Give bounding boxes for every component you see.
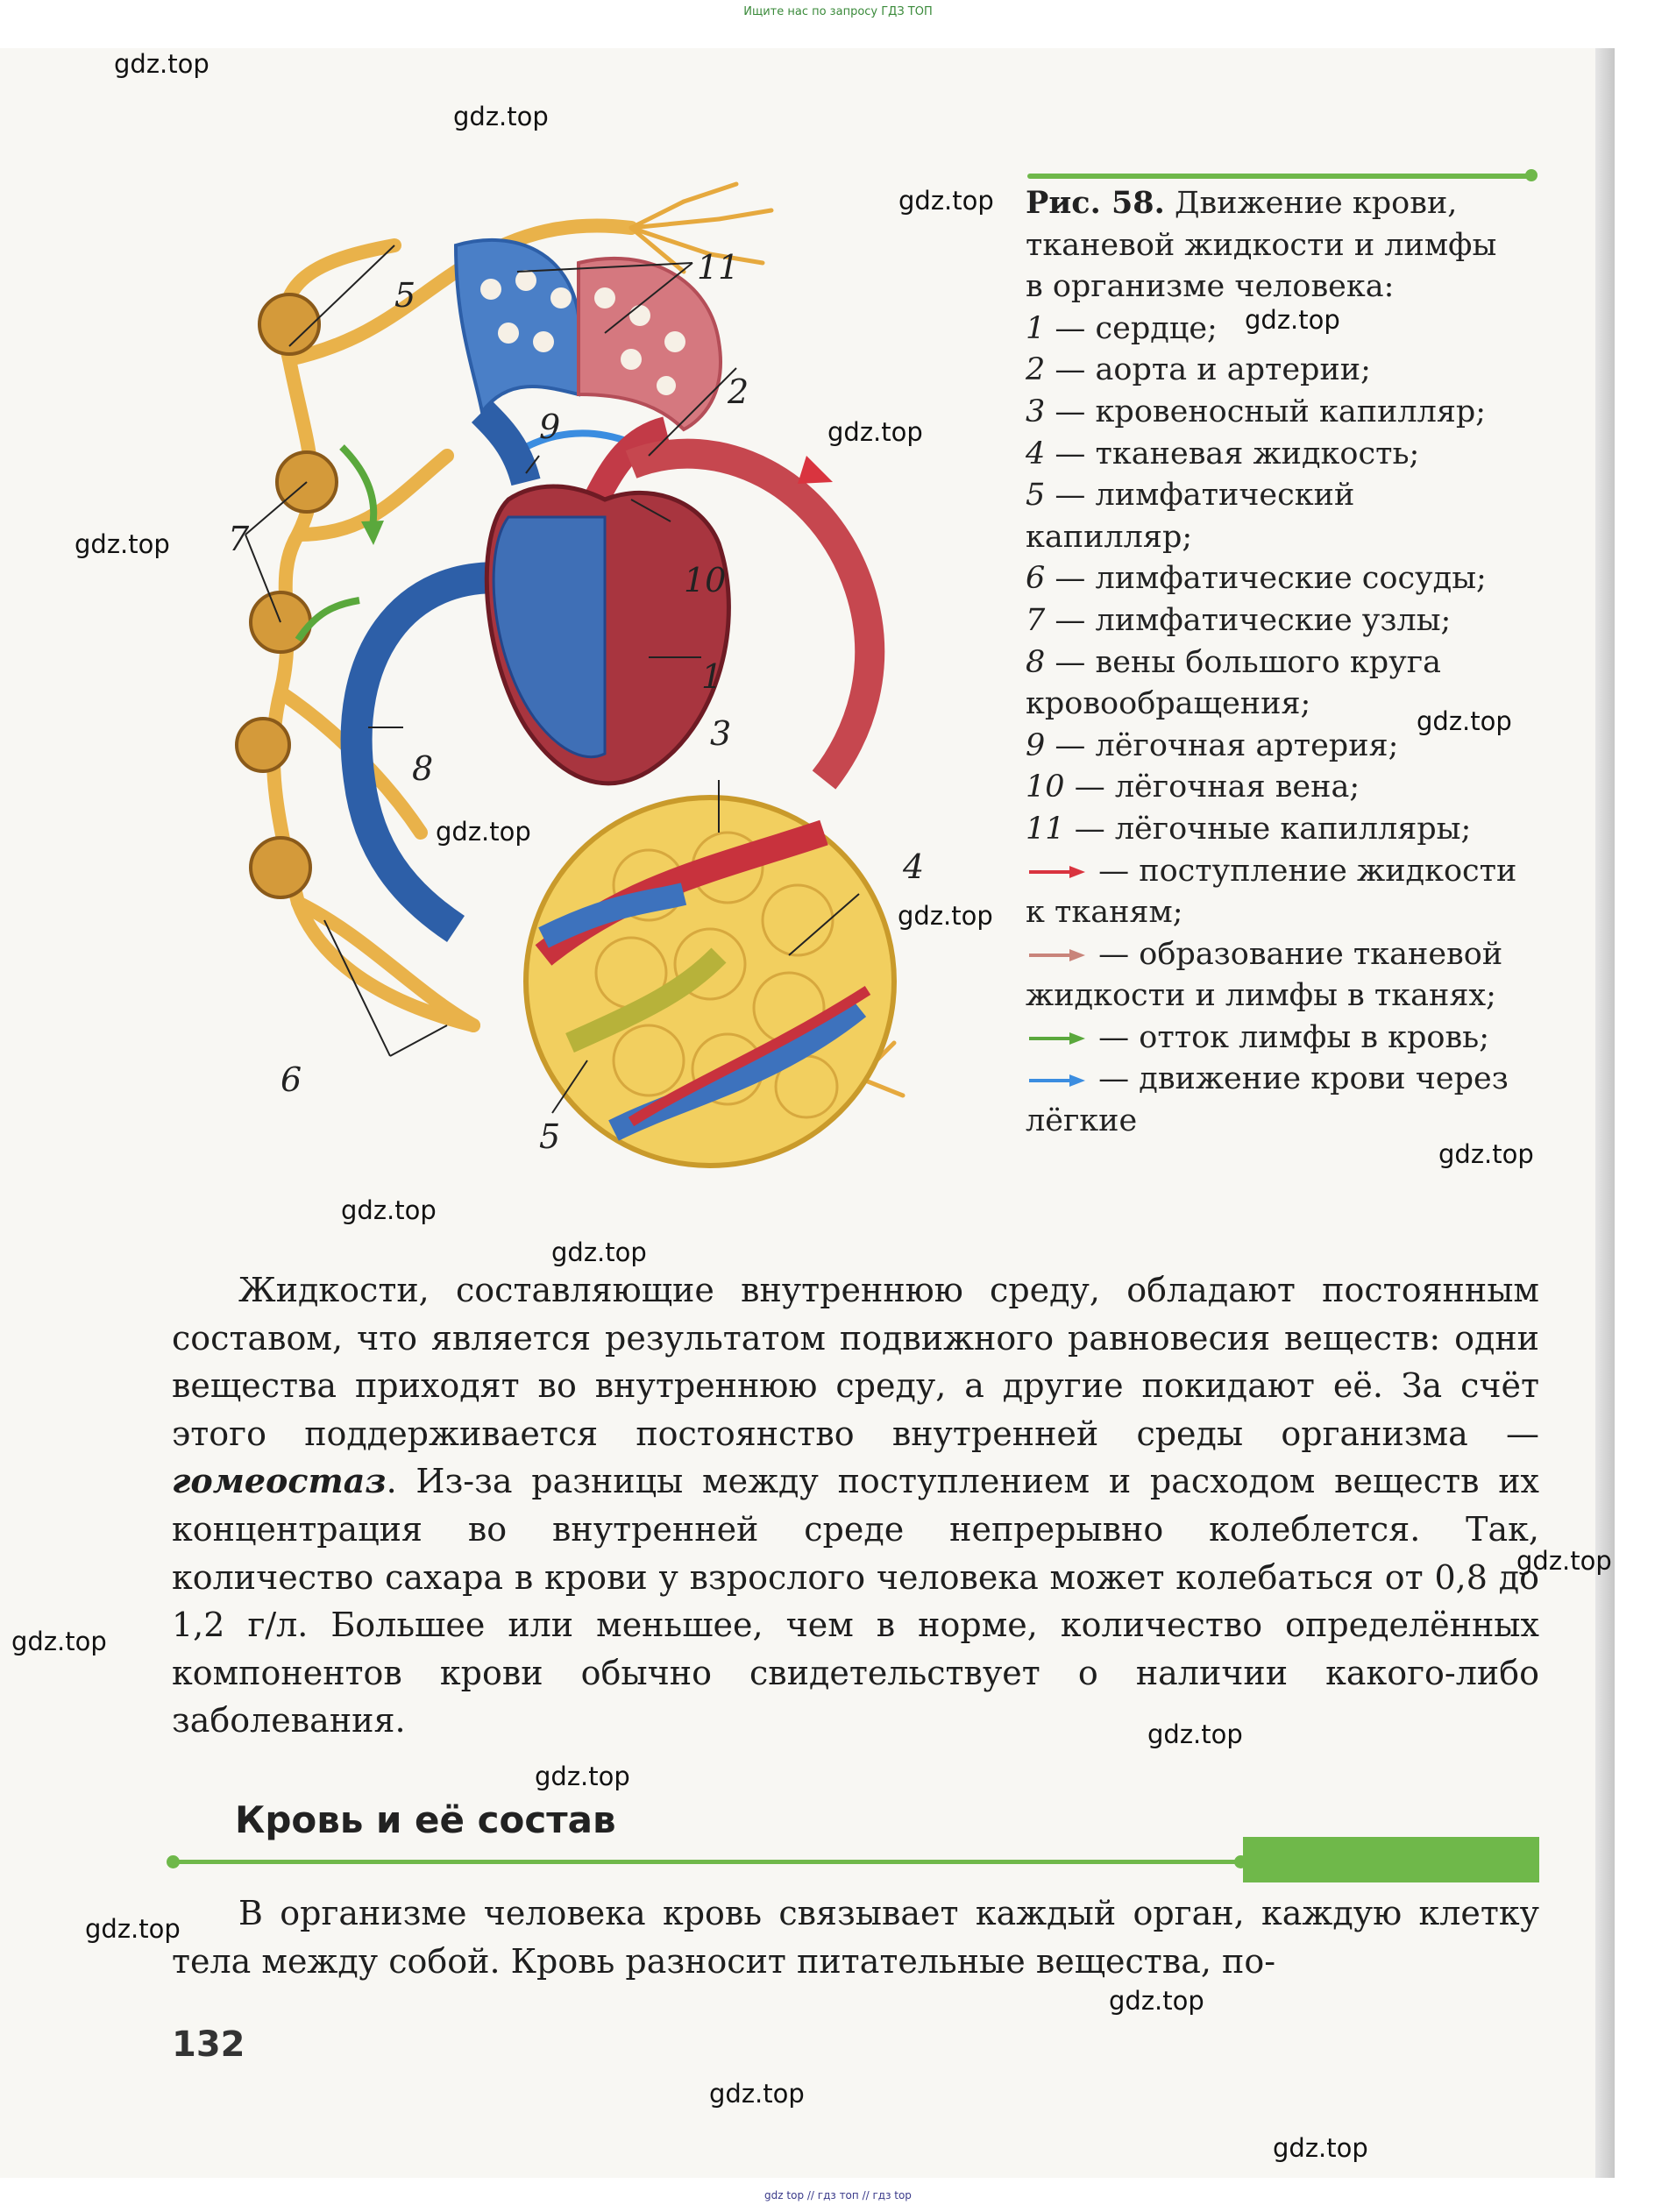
- paragraph-blood: [172, 1889, 1539, 1985]
- red-arrow-icon: [1026, 863, 1089, 881]
- legend-item: [1026, 767, 1552, 809]
- aorta-flow-arrowhead: [798, 456, 833, 484]
- watermark: gdz.top: [535, 1762, 630, 1791]
- arrow-legend-text: — движение крови через: [1098, 1061, 1509, 1097]
- legend-item: [1026, 475, 1552, 517]
- legend-num: 1: [1026, 310, 1046, 346]
- watermark: gdz.top: [11, 1627, 107, 1656]
- legend-item: [1026, 809, 1552, 851]
- heart-right-side: [494, 517, 605, 757]
- watermark: gdz.top: [436, 817, 531, 847]
- legend-text: — лимфатические сосуды;: [1055, 561, 1487, 597]
- arrow-legend-cont: лёгкие: [1026, 1103, 1138, 1139]
- tissue-magnified: [526, 798, 894, 1166]
- legend-item-cont: кровообращения;: [1026, 686, 1311, 722]
- caption-rule-dot: [1525, 169, 1538, 181]
- page-edge-shadow: [1595, 48, 1615, 2178]
- label-5-bottom: 5: [539, 1117, 561, 1156]
- watermark: gdz.top: [1147, 1719, 1243, 1749]
- watermark: gdz.top: [551, 1237, 647, 1267]
- paragraph-text: [172, 1266, 1539, 1745]
- label-2: 2: [728, 372, 749, 411]
- legend-num: 8: [1026, 644, 1046, 680]
- bottom-site-link[interactable]: gdz top // гдз топ // гдз top: [764, 2189, 912, 2201]
- label-8: 8: [412, 749, 434, 788]
- legend-num: 5: [1026, 478, 1046, 514]
- lymph-node: [237, 719, 289, 771]
- watermark: gdz.top: [1273, 2133, 1368, 2163]
- legend-text: — лимфатические узлы;: [1055, 602, 1452, 638]
- paragraph-homeostasis: [172, 1266, 1539, 1745]
- arrow-legend-text: — образование тканевой: [1098, 936, 1503, 972]
- green-arrow-icon: [1026, 1030, 1089, 1047]
- circulation-diagram: [193, 167, 1034, 1174]
- lymph-nodes: [237, 294, 337, 897]
- label-6: 6: [281, 1060, 302, 1099]
- label-9: 9: [539, 408, 561, 446]
- arrow-legend-item: [1026, 851, 1552, 893]
- label-7: 7: [228, 520, 250, 558]
- pulmonary-artery: [482, 412, 526, 482]
- legend-num: 4: [1026, 436, 1046, 471]
- legend-num: 3: [1026, 393, 1046, 429]
- pink-arrow-icon: [1026, 946, 1089, 964]
- arrow-legend-item: [1026, 1017, 1552, 1060]
- label-5-top: 5: [394, 276, 416, 315]
- arrow-legend-text: — поступление жидкости: [1098, 853, 1517, 889]
- legend-text: — вены большого круга: [1055, 644, 1441, 680]
- legend-num: 7: [1026, 602, 1046, 638]
- legend-num: 10: [1026, 769, 1065, 805]
- watermark: gdz.top: [453, 102, 549, 131]
- legend-item: [1026, 600, 1552, 642]
- watermark: gdz.top: [114, 49, 210, 79]
- arrow-legend-item: [1026, 1059, 1552, 1101]
- watermark: gdz.top: [1109, 1986, 1204, 2016]
- watermark: gdz.top: [1516, 1546, 1612, 1576]
- legend-item: [1026, 558, 1552, 600]
- legend-text: — аорта и артерии;: [1055, 352, 1371, 388]
- paragraph-text-part: . Из-за разницы между поступлением и расходом веществ их концентрация во внутренней среде непрерывно колеблется. Так, количество сахара в крови у взрослого человека может колебаться от 0,8 до 1,2 г/л. Большее или меньшее, чем в норме, количество определённых компонентов крови обычно свидетельствует о наличии какого-либо заболевания.: [172, 1462, 1539, 1741]
- watermark: gdz.top: [898, 901, 993, 931]
- watermark: gdz.top: [1417, 706, 1512, 736]
- top-site-link[interactable]: Ищите нас по запросу ГДЗ ТОП: [743, 5, 933, 18]
- legend-text: — лёгочная вена;: [1074, 769, 1360, 805]
- legend-item: [1026, 392, 1552, 434]
- watermark: gdz.top: [85, 1914, 181, 1944]
- caption-line: тканевой жидкости и лимфы: [1026, 227, 1497, 263]
- legend-text: — сердце;: [1055, 310, 1218, 346]
- arrow-legend-item: [1026, 934, 1552, 976]
- watermark: gdz.top: [1438, 1139, 1534, 1169]
- legend-item: [1026, 642, 1552, 684]
- label-4: 4: [903, 847, 925, 886]
- label-10: 10: [684, 561, 727, 599]
- watermark: gdz.top: [75, 529, 170, 559]
- caption-rule: [1027, 174, 1536, 179]
- watermark: gdz.top: [898, 186, 994, 216]
- legend-text: — тканевая жидкость;: [1055, 436, 1420, 471]
- watermark: gdz.top: [827, 417, 923, 447]
- section-title: Кровь и её состав: [235, 1798, 616, 1841]
- legend-text: — кровеносный капилляр;: [1055, 393, 1487, 429]
- watermark: gdz.top: [341, 1195, 437, 1225]
- arrow-legend-cont: жидкости и лимфы в тканях;: [1026, 978, 1496, 1014]
- caption-line: в организме человека:: [1026, 269, 1395, 305]
- label-11: 11: [697, 248, 740, 287]
- paragraph-text: В организме человека кровь связывает каждый орган, каждую клетку тела между собой. Кровь разносит питательные вещества, по-: [172, 1894, 1539, 1981]
- paragraph-text-part: Жидкости, составляющие внутреннюю среду, обладают постоянным составом, что является результатом подвижного равновесия веществ: одни вещества приходят во внутреннюю среду, а другие покидают её. За счёт этого поддерживается постоянство внутренней среды организма —: [172, 1271, 1539, 1453]
- section-rule: [172, 1860, 1241, 1864]
- legend-item: [1026, 434, 1552, 476]
- figure-number: Рис. 58.: [1026, 185, 1165, 221]
- blue-arrow-icon: [1026, 1072, 1089, 1089]
- section-rule-dot: [167, 1855, 180, 1868]
- legend-text: — лимфатический: [1055, 478, 1355, 514]
- watermark: gdz.top: [1245, 305, 1340, 335]
- lymph-return-arrowhead: [361, 521, 384, 545]
- label-1: 1: [701, 657, 723, 696]
- arrow-legend-text: — отток лимфы в кровь;: [1098, 1019, 1490, 1055]
- legend-num: 9: [1026, 727, 1046, 763]
- legend-num: 6: [1026, 561, 1046, 597]
- watermark: gdz.top: [709, 2079, 805, 2109]
- legend-item: [1026, 350, 1552, 392]
- page-number: 132: [172, 2024, 245, 2065]
- legend-num: 2: [1026, 352, 1046, 388]
- lymph-node: [251, 838, 310, 897]
- legend-num: 11: [1026, 811, 1065, 847]
- caption-title: [1026, 182, 1552, 225]
- lymph-capillary: [719, 210, 771, 219]
- arrow-legend-cont: к тканям;: [1026, 895, 1183, 931]
- legend-item-cont: капилляр;: [1026, 519, 1193, 555]
- legend-text: — лёгочная артерия;: [1055, 727, 1399, 763]
- legend-text: — лёгочные капилляры;: [1074, 811, 1472, 847]
- label-3: 3: [710, 714, 732, 753]
- lung-capillaries-blue: [456, 240, 579, 412]
- lymph-capillary: [684, 184, 736, 202]
- term-homeostasis: гомеостаз: [172, 1461, 387, 1501]
- caption-title-text: Движение крови,: [1175, 186, 1458, 221]
- section-band: [1243, 1837, 1539, 1882]
